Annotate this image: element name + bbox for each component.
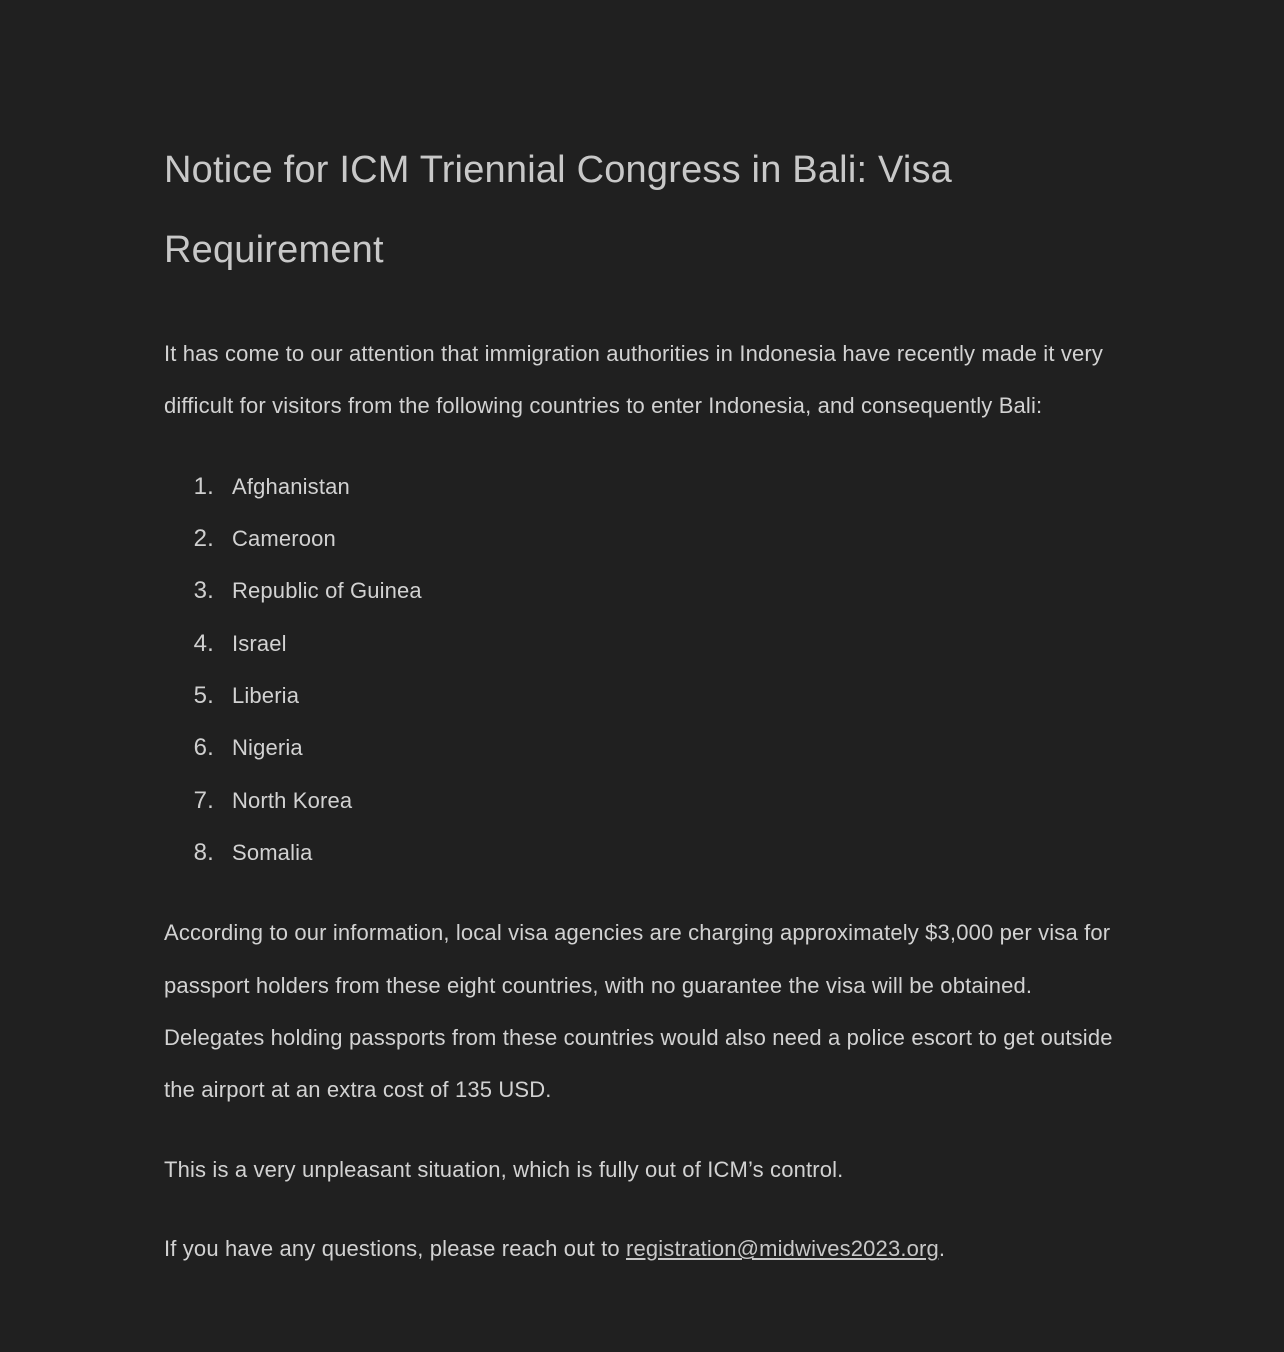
intro-paragraph: It has come to our attention that immigration authorities in Indonesia have recently made it very difficult for visitors from the following countries to enter Indonesia, and consequently Bali:	[164, 341, 1104, 419]
list-number: 8.	[193, 838, 214, 866]
email-link[interactable]: registration@midwives2023.org	[626, 1236, 939, 1262]
list-item	[164, 827, 1124, 879]
list-number: 4.	[193, 629, 214, 657]
situation-paragraph: This is a very unpleasant situation, which is fully out of ICM’s control.	[164, 1156, 844, 1182]
list-number: 7.	[193, 786, 214, 814]
country-name: Cameroon	[232, 526, 336, 552]
list-number: 3.	[193, 577, 214, 605]
list-number: 1.	[193, 472, 214, 500]
contact-suffix: .	[938, 1236, 946, 1262]
list-item	[164, 775, 1124, 827]
notice-article	[164, 130, 1124, 1276]
page-title: Notice for ICM Triennial Congress in Bali: Visa Requirement	[164, 149, 953, 271]
visa-cost-paragraph: According to our information, local visa agencies are charging approximately $3,000 per visa for passport holders from these eight countries, with no guarantee the visa will be obtained. Delegates holding passports from these countries would also need a police escort to get outside the airport at an extra cost of 135 USD.	[164, 920, 1113, 1103]
country-name: Israel	[232, 630, 287, 656]
list-number: 5.	[193, 682, 214, 709]
country-name: Somalia	[232, 839, 313, 865]
country-name: Liberia	[232, 683, 300, 708]
list-number: 6.	[193, 734, 214, 762]
list-number: 2.	[193, 525, 214, 553]
list-item	[164, 670, 1124, 722]
list-item	[164, 565, 1124, 617]
country-name: Republic of Guinea	[232, 578, 422, 604]
list-item	[164, 722, 1124, 774]
contact-paragraph	[164, 1223, 1124, 1275]
country-name: Afghanistan	[232, 473, 350, 499]
country-list	[164, 461, 1124, 879]
list-item	[164, 461, 1124, 513]
country-name: North Korea	[232, 787, 353, 813]
list-item	[164, 618, 1124, 670]
country-name: Nigeria	[232, 735, 303, 761]
list-item	[164, 513, 1124, 565]
contact-prefix: If you have any questions, please reach out to	[164, 1236, 627, 1262]
